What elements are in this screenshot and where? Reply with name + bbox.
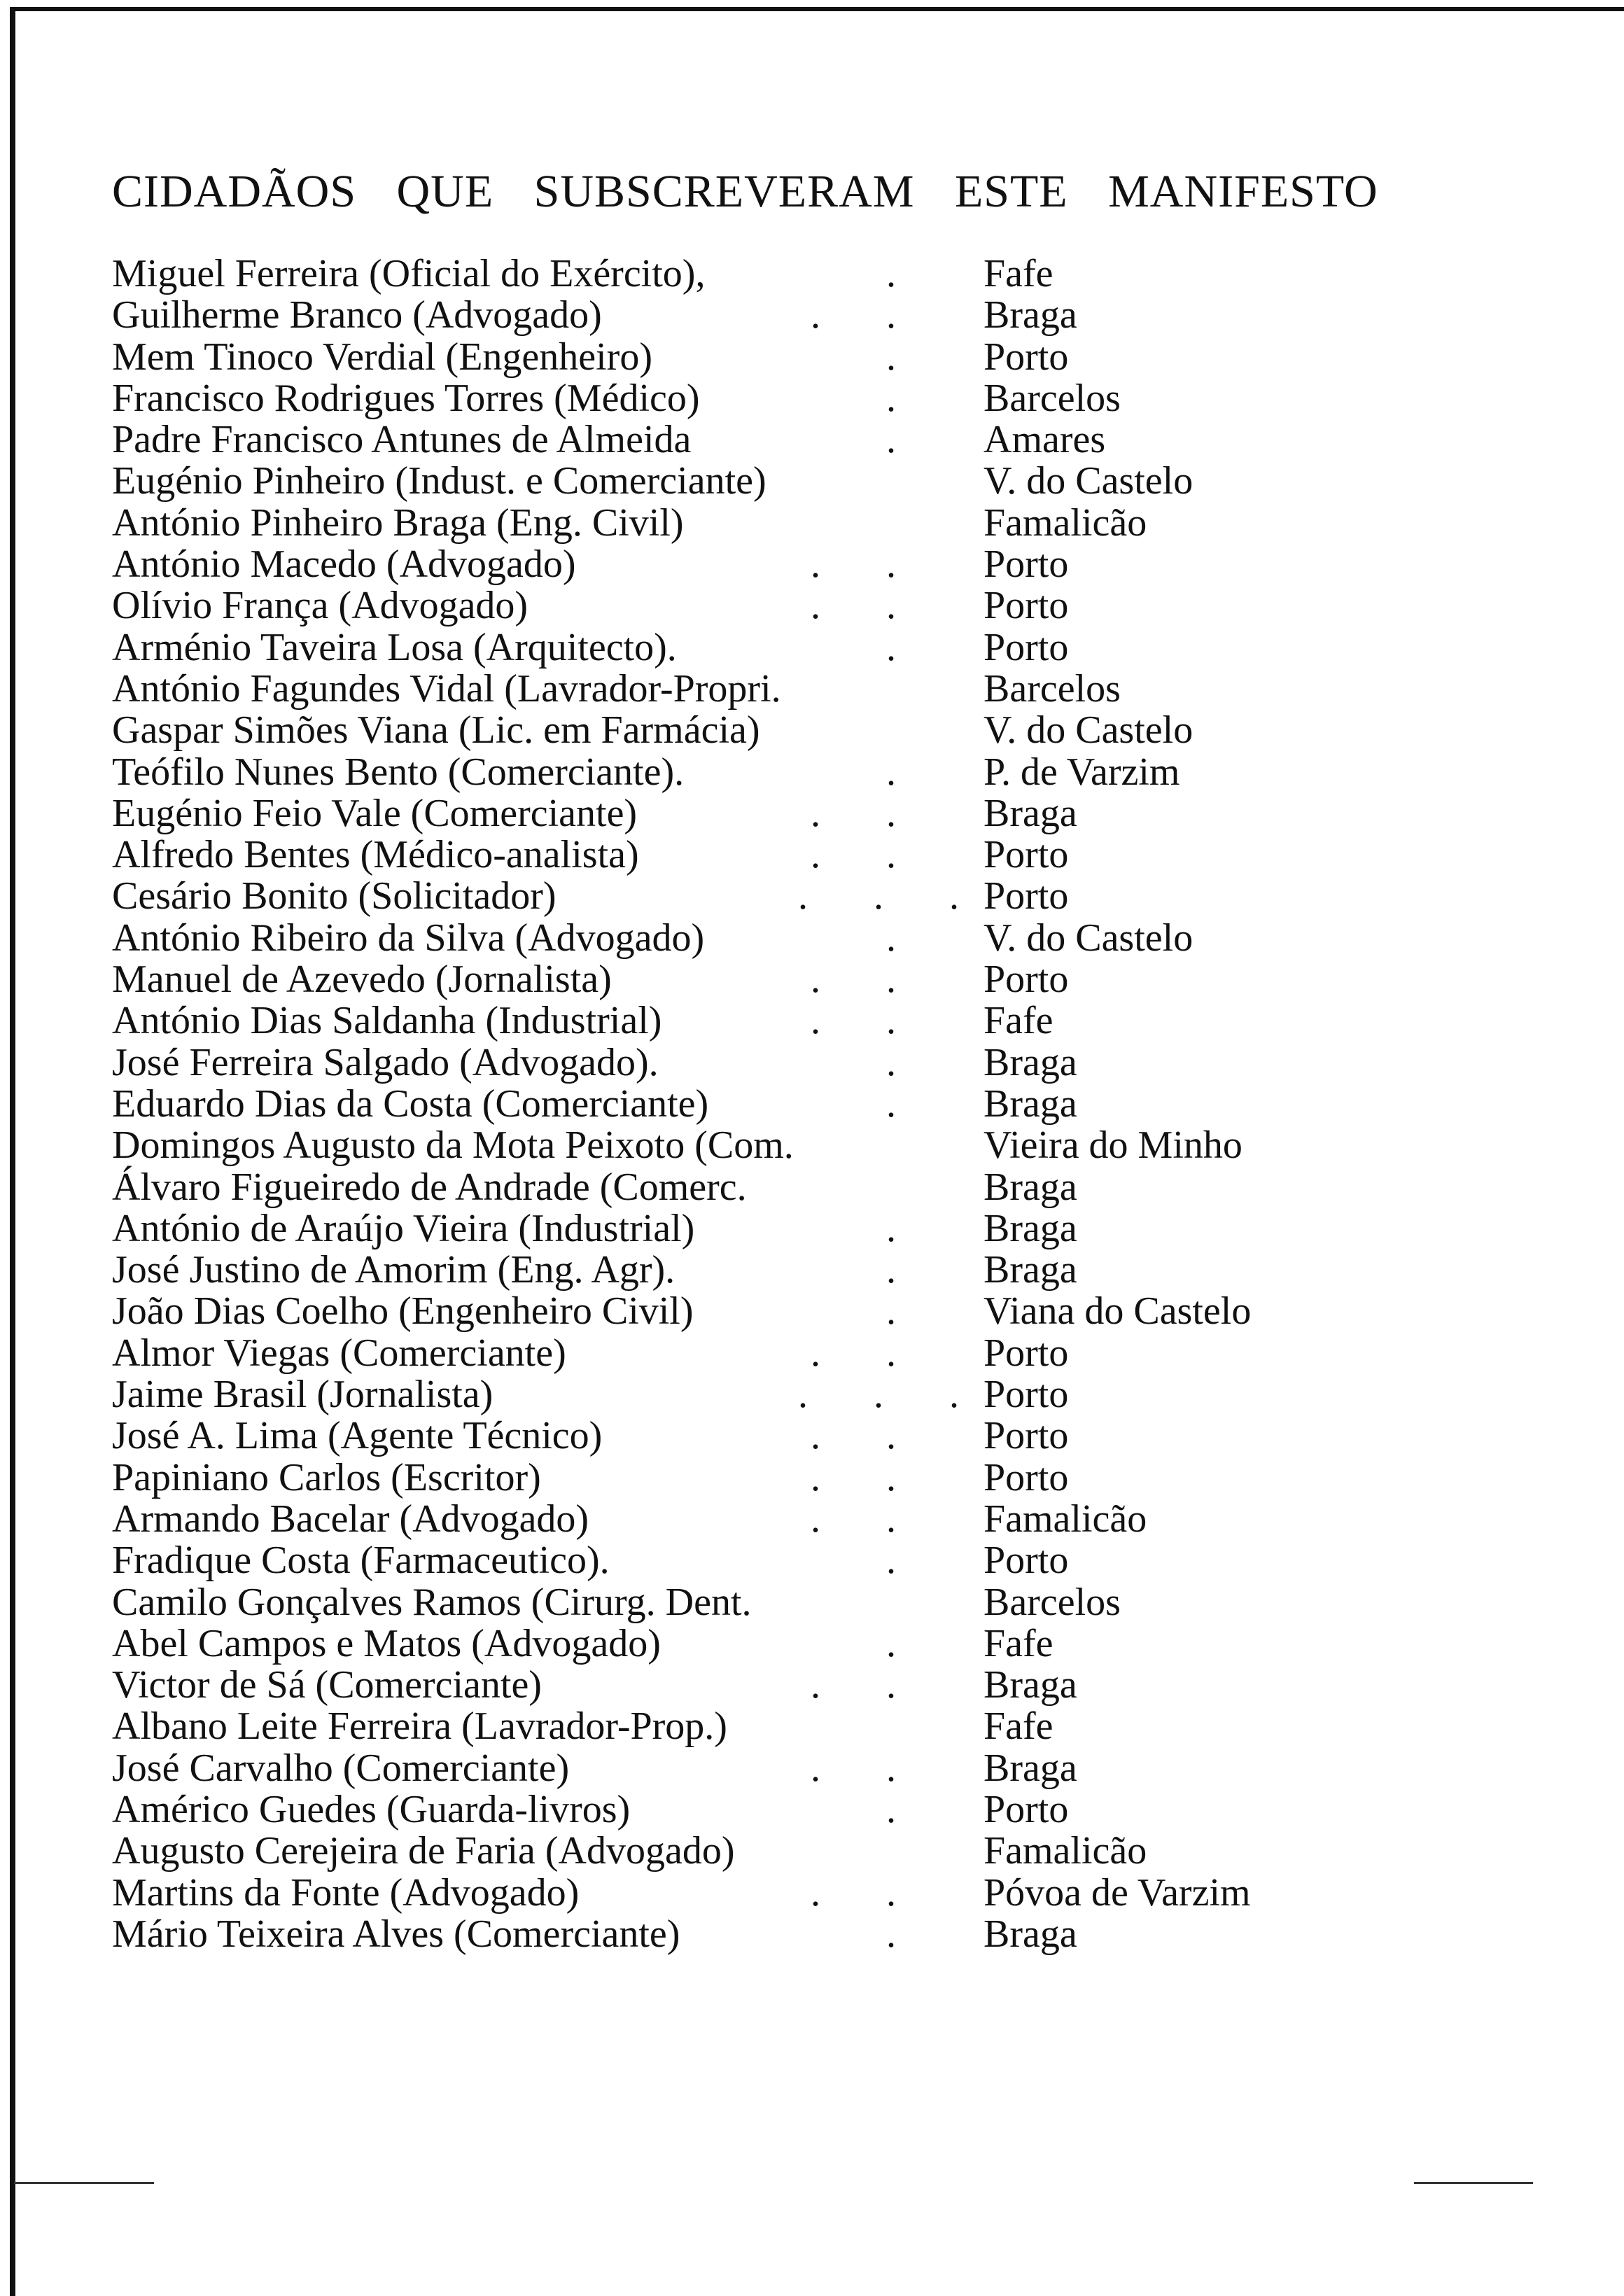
scan-mark-left: [14, 2182, 154, 2184]
signatory-row: [0, 1540, 1624, 1581]
signatory-place: Braga: [983, 1248, 1077, 1292]
signatory-name: Alfredo Bentes (Médico-analista): [112, 833, 639, 877]
signatory-row: [0, 1830, 1624, 1872]
signatory-place: Braga: [983, 1165, 1077, 1209]
signatory-name: António Fagundes Vidal (Lavrador-Propri.: [112, 666, 781, 710]
signatory-row: [0, 500, 1624, 545]
leader-dots: . .: [811, 1455, 924, 1499]
signatory-place: Braga: [983, 1082, 1077, 1126]
signatory-row: [0, 876, 1624, 917]
leader-dots: .: [886, 750, 924, 794]
signatory-row: [0, 1665, 1624, 1706]
signatory-row: [0, 544, 1624, 585]
signatory-place: Braga: [983, 1206, 1077, 1250]
signatory-place: Porto: [983, 1539, 1069, 1583]
leader-dots: .: [886, 1206, 924, 1250]
leader-dots: .: [886, 1912, 924, 1956]
signatory-place: Porto: [983, 1373, 1069, 1417]
leader-dots: .: [886, 1289, 924, 1334]
signatory-place: Famalicão: [983, 1829, 1147, 1873]
signatory-name: Abel Campos e Matos (Advogado): [112, 1621, 661, 1665]
signatory-name: Mário Teixeira Alves (Comerciante): [112, 1912, 680, 1956]
signatory-name: António Dias Saldanha (Industrial): [112, 999, 662, 1043]
leader-dots: . .: [811, 1663, 924, 1707]
signatory-place: Famalicão: [983, 500, 1147, 545]
signatory-name: Manuel de Azevedo (Jornalista): [112, 958, 612, 1002]
signatory-row: [0, 1291, 1624, 1332]
signatory-row: [0, 1499, 1624, 1540]
signatory-place: V. do Castelo: [983, 916, 1194, 960]
signatory-name: Victor de Sá (Comerciante): [112, 1663, 542, 1707]
signatory-row: [0, 585, 1624, 626]
signatory-row: [0, 253, 1624, 295]
signatory-place: Braga: [983, 1912, 1077, 1956]
signatory-place: Viana do Castelo: [983, 1289, 1252, 1334]
signatory-name: Augusto Cerejeira de Faria (Advogado): [112, 1829, 735, 1873]
leader-dots: .: [886, 1082, 924, 1126]
signatory-row: [0, 834, 1624, 876]
signatory-row: [0, 668, 1624, 710]
signatory-name: António Pinheiro Braga (Eng. Civil): [112, 500, 684, 545]
signatory-name: António Macedo (Advogado): [112, 542, 576, 587]
leader-dots: . .: [811, 833, 924, 877]
signatory-row: [0, 1872, 1624, 1914]
signatory-row: [0, 752, 1624, 793]
signatory-place: Fafe: [983, 999, 1054, 1043]
leader-dots: .: [886, 916, 924, 960]
leader-dots: . .: [811, 1414, 924, 1458]
signatory-name: José A. Lima (Agente Técnico): [112, 1414, 603, 1458]
signatory-row: [0, 627, 1624, 668]
signatory-row: [0, 1706, 1624, 1747]
signatory-name: Papiniano Carlos (Escritor): [112, 1455, 541, 1499]
signatory-place: Fafe: [983, 1704, 1054, 1749]
signatory-place: Fafe: [983, 252, 1054, 295]
leader-dots: .: [886, 376, 924, 420]
leader-dots: .: [886, 1539, 924, 1583]
signatory-name: Teófilo Nunes Bento (Comerciante).: [112, 750, 685, 794]
leader-dots: .: [886, 252, 924, 295]
signatory-row: [0, 1789, 1624, 1830]
signatory-place: Amares: [983, 418, 1106, 462]
signatory-place: V. do Castelo: [983, 708, 1194, 752]
signatory-place: Braga: [983, 791, 1077, 835]
signatory-row: [0, 1042, 1624, 1084]
signatory-place: Porto: [983, 335, 1069, 379]
signatory-name: Fradique Costa (Farmaceutico).: [112, 1539, 610, 1583]
signatory-place: Barcelos: [983, 1580, 1121, 1624]
signatory-row: [0, 1914, 1624, 1955]
leader-dots: . . .: [798, 1373, 987, 1417]
signatory-name: João Dias Coelho (Engenheiro Civil): [112, 1289, 694, 1334]
signatory-place: Barcelos: [983, 376, 1121, 420]
signatory-name: Padre Francisco Antunes de Almeida: [112, 418, 692, 462]
signatory-place: Fafe: [983, 1621, 1054, 1665]
signatory-name: Álvaro Figueiredo de Andrade (Comerc.: [112, 1165, 747, 1209]
signatory-row: [0, 918, 1624, 959]
leader-dots: . .: [811, 999, 924, 1043]
signatory-row: [0, 419, 1624, 461]
signatory-place: Porto: [983, 958, 1069, 1002]
signatory-row: [0, 295, 1624, 336]
signatory-place: Porto: [983, 1331, 1069, 1375]
signatory-place: Póvoa de Varzim: [983, 1870, 1251, 1914]
signatory-row: [0, 461, 1624, 502]
signatory-name: Eugénio Pinheiro (Indust. e Comerciante): [112, 459, 766, 503]
signatory-name: Albano Leite Ferreira (Lavrador-Prop.): [112, 1704, 727, 1749]
signatory-place: Porto: [983, 625, 1069, 669]
signatory-name: Francisco Rodrigues Torres (Médico): [112, 376, 700, 420]
signatory-place: Braga: [983, 1663, 1077, 1707]
signatory-place: V. do Castelo: [983, 459, 1194, 503]
signatory-row: [0, 793, 1624, 834]
signatory-row: [0, 378, 1624, 419]
leader-dots: .: [886, 1040, 924, 1084]
signatory-name: Eduardo Dias da Costa (Comerciante): [112, 1082, 709, 1126]
signatory-place: Porto: [983, 1414, 1069, 1458]
signatory-row: [0, 1748, 1624, 1789]
signatory-row: [0, 337, 1624, 378]
signatory-name: Américo Guedes (Guarda-livros): [112, 1787, 631, 1831]
signatory-row: [0, 1333, 1624, 1374]
leader-dots: . .: [811, 958, 924, 1002]
leader-dots: . .: [811, 293, 924, 337]
signatory-name: Arménio Taveira Losa (Arquitecto).: [112, 625, 677, 669]
signatory-list: [0, 253, 1624, 1955]
signatory-row: [0, 1167, 1624, 1208]
signatory-row: [0, 710, 1624, 751]
signatory-name: José Ferreira Salgado (Advogado).: [112, 1040, 659, 1084]
signatory-place: Braga: [983, 1040, 1077, 1084]
signatory-place: Porto: [983, 584, 1069, 628]
leader-dots: . .: [811, 584, 924, 628]
signatory-name: Jaime Brasil (Jornalista): [112, 1373, 493, 1417]
signatory-row: [0, 1623, 1624, 1665]
leader-dots: . .: [811, 791, 924, 835]
signatory-name: Cesário Bonito (Solicitador): [112, 874, 556, 918]
signatory-name: Camilo Gonçalves Ramos (Cirurg. Dent.: [112, 1580, 752, 1624]
signatory-place: Porto: [983, 833, 1069, 877]
signatory-name: Domingos Augusto da Mota Peixoto (Com.: [112, 1124, 794, 1168]
signatory-place: P. de Varzim: [983, 750, 1180, 794]
signatory-row: [0, 1582, 1624, 1623]
signatory-place: Famalicão: [983, 1497, 1147, 1541]
signatory-name: Mem Tinoco Verdial (Engenheiro): [112, 335, 652, 379]
signatory-row: [0, 1374, 1624, 1415]
page-top-border: [14, 7, 1624, 11]
signatory-name: José Justino de Amorim (Eng. Agr).: [112, 1248, 676, 1292]
signatory-place: Porto: [983, 1455, 1069, 1499]
scan-mark-right: [1414, 2182, 1533, 2184]
signatory-row: [0, 1208, 1624, 1250]
signatory-name: António Ribeiro da Silva (Advogado): [112, 916, 705, 960]
signatory-place: Porto: [983, 1787, 1069, 1831]
signatory-row: [0, 1125, 1624, 1166]
leader-dots: .: [886, 1621, 924, 1665]
signatory-place: Porto: [983, 874, 1069, 918]
page-title: CIDADÃOS QUE SUBSCREVERAM ESTE MANIFESTO: [112, 166, 1378, 217]
leader-dots: .: [886, 1787, 924, 1831]
signatory-place: Barcelos: [983, 666, 1121, 710]
signatory-row: [0, 959, 1624, 1000]
signatory-place: Braga: [983, 293, 1077, 337]
signatory-place: Vieira do Minho: [983, 1124, 1242, 1168]
signatory-row: [0, 1457, 1624, 1499]
leader-dots: .: [886, 1248, 924, 1292]
signatory-row: [0, 1415, 1624, 1457]
signatory-place: Braga: [983, 1746, 1077, 1790]
signatory-name: Guilherme Branco (Advogado): [112, 293, 602, 337]
signatory-name: Eugénio Feio Vale (Comerciante): [112, 791, 638, 835]
signatory-name: José Carvalho (Comerciante): [112, 1746, 570, 1790]
leader-dots: . .: [811, 542, 924, 587]
signatory-name: Almor Viegas (Comerciante): [112, 1331, 566, 1375]
leader-dots: .: [886, 625, 924, 669]
leader-dots: . .: [811, 1746, 924, 1790]
leader-dots: . .: [811, 1331, 924, 1375]
leader-dots: .: [886, 418, 924, 462]
signatory-name: Armando Bacelar (Advogado): [112, 1497, 589, 1541]
leader-dots: .: [886, 335, 924, 379]
signatory-name: Gaspar Simões Viana (Lic. em Farmácia): [112, 708, 760, 752]
signatory-row: [0, 1250, 1624, 1291]
signatory-row: [0, 1084, 1624, 1125]
signatory-name: Olívio França (Advogado): [112, 584, 528, 628]
signatory-name: António de Araújo Vieira (Industrial): [112, 1206, 695, 1250]
signatory-row: [0, 1000, 1624, 1042]
leader-dots: . .: [811, 1497, 924, 1541]
leader-dots: . . .: [798, 874, 987, 918]
leader-dots: . .: [811, 1870, 924, 1914]
signatory-name: Miguel Ferreira (Oficial do Exército),: [112, 252, 706, 295]
signatory-name: Martins da Fonte (Advogado): [112, 1870, 580, 1914]
signatory-place: Porto: [983, 542, 1069, 587]
